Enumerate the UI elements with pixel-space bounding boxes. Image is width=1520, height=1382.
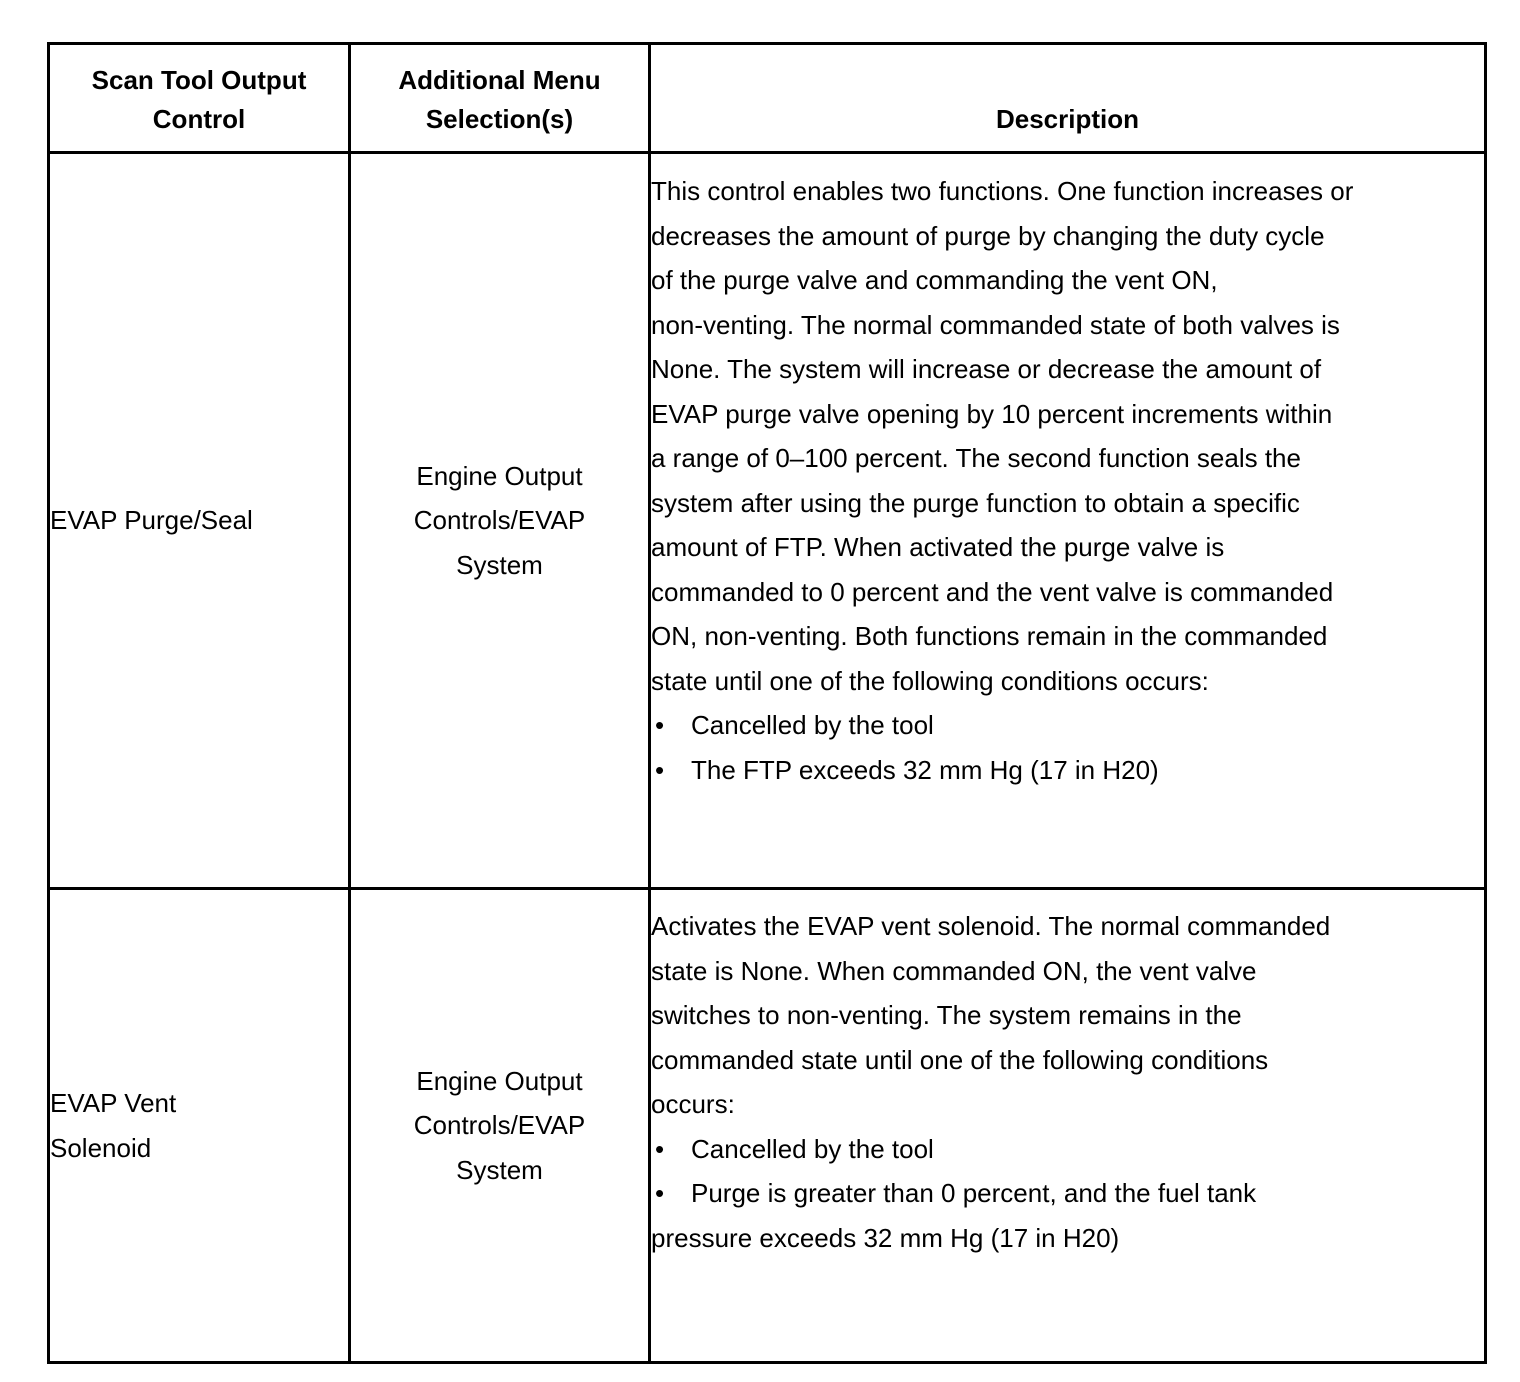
description-line: occurs: xyxy=(651,1089,735,1119)
bullet-item: • Purge is greater than 0 percent, and the fuel tank pressure exceeds 32 mm Hg (17 in H20) xyxy=(651,1171,1484,1260)
description-line: EVAP purge valve opening by 10 percent increments within xyxy=(651,398,1333,429)
bullet-item: • The FTP exceeds 32 mm Hg (17 in H20) xyxy=(651,748,1484,793)
header-additional-menu-selections: Additional Menu Selection(s) xyxy=(350,44,650,153)
description-cell xyxy=(650,153,1486,889)
header-row xyxy=(49,44,1486,153)
table-row xyxy=(49,889,1486,1363)
description-line: Activates the EVAP vent solenoid. The normal commanded xyxy=(651,911,1331,941)
description-line: None. The system will increase or decrease the amount of xyxy=(651,354,1322,384)
description-line: of the purge valve and commanding the vent ON, xyxy=(651,265,1218,295)
description-line: a range of 0–100 percent. The second function seals the xyxy=(651,443,1301,473)
header-scan-tool-output-control: Scan Tool Output Control xyxy=(49,44,350,153)
menu-selection-cell: Engine Output Controls/EVAP System xyxy=(350,889,650,1363)
bullet-item: • Cancelled by the tool xyxy=(651,1127,1484,1172)
control-name-cell: EVAP Vent Solenoid xyxy=(49,889,350,1363)
description-line: commanded to 0 percent and the vent valve is commanded xyxy=(651,576,1334,607)
description-line: switches to non-venting. The system remains in the xyxy=(651,1000,1242,1030)
description-line: This control enables two functions. One function increases or xyxy=(651,176,1354,206)
description-line: state is None. When commanded ON, the vent valve xyxy=(651,955,1257,986)
description-line: system after using the purge function to obtain a specific xyxy=(651,487,1300,518)
description-line: commanded state until one of the following conditions xyxy=(651,1044,1269,1075)
bullet-icon: • xyxy=(655,710,665,740)
description-line: non-venting. The normal commanded state of both valves is xyxy=(651,309,1340,340)
control-name-cell: EVAP Purge/Seal xyxy=(49,153,350,889)
bullet-item: • Cancelled by the tool xyxy=(651,703,1484,748)
bullet-icon: • xyxy=(655,1178,665,1208)
description-line: decreases the amount of purge by changing the duty cycle xyxy=(651,220,1325,251)
evap-output-controls-table xyxy=(47,42,1487,1364)
description-line: ON, non-venting. Both functions remain in the commanded xyxy=(651,621,1328,651)
menu-selection-cell: Engine Output Controls/EVAP System xyxy=(350,153,650,889)
table-row xyxy=(49,153,1486,889)
description-cell xyxy=(650,889,1486,1363)
header-description: Description xyxy=(650,44,1486,153)
bullet-icon: • xyxy=(655,1133,665,1164)
description-line: amount of FTP. When activated the purge valve is xyxy=(651,532,1225,562)
description-line: state until one of the following conditions occurs: xyxy=(651,665,1209,696)
bullet-icon: • xyxy=(655,754,665,785)
